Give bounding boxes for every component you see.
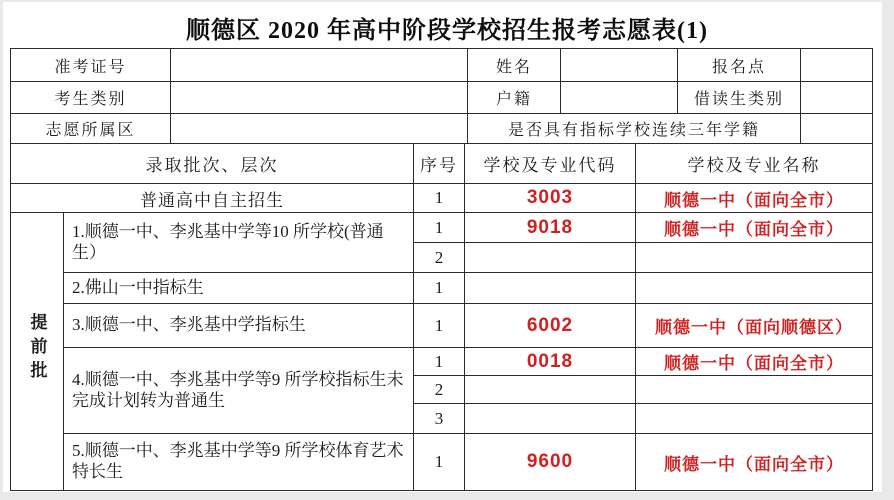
school-code-value [465,376,636,404]
school-name-value [636,376,873,404]
column-header-school-code: 学校及专业代码 [465,144,636,184]
guest-student-category-label: 借读生类别 [678,82,801,114]
sequence-number: 3 [414,404,465,434]
exam-ticket-number-value [171,49,468,82]
category-item-4: 4.顺德一中、李兆基中学等9 所学校指标生未完成计划转为普通生 [64,348,414,434]
exam-ticket-number-label: 准考证号 [11,49,171,82]
info-row-2 [11,82,873,114]
school-code-value: 3003 [465,184,636,213]
household-registration-label: 户籍 [468,82,561,114]
row-early-batch-3 [11,304,873,348]
row-early-batch-5 [11,434,873,491]
school-name-value: 顺德一中（面向顺德区） [636,304,873,348]
info-row-3 [11,114,873,144]
candidate-info-table [10,48,873,144]
sequence-number: 2 [414,243,465,273]
school-name-value: 顺德一中（面向全市） [636,213,873,243]
sequence-number: 2 [414,376,465,404]
candidate-category-label: 考生类别 [11,82,171,114]
household-registration-value [561,82,678,114]
column-header-sequence: 序号 [414,144,465,184]
category-item-3: 3.顺德一中、李兆基中学指标生 [64,304,414,348]
sequence-number: 1 [414,273,465,304]
registration-point-label: 报名点 [678,49,801,82]
row-early-batch-2 [11,273,873,304]
school-code-value: 9600 [465,434,636,491]
row-early-batch-1a [11,213,873,243]
category-item-2: 2.佛山一中指标生 [64,273,414,304]
school-name-value [636,273,873,304]
early-batch-label: 提前批 [27,313,47,385]
sequence-number: 1 [414,184,465,213]
category-item-5: 5.顺德一中、李兆基中学等9 所学校体育艺术特长生 [64,434,414,491]
school-code-value: 6002 [465,304,636,348]
row-independent-enrollment [11,184,873,213]
school-code-value: 0018 [465,348,636,376]
info-row-1 [11,49,873,82]
application-district-value [171,114,468,144]
school-code-value [465,243,636,273]
category-independent-enrollment: 普通高中自主招生 [11,184,414,213]
sequence-number: 1 [414,304,465,348]
school-code-value [465,273,636,304]
name-label: 姓名 [468,49,561,82]
form-title: 顺德区 2020 年高中阶段学校招生报考志愿表(1) [186,18,708,44]
sequence-number: 1 [414,213,465,243]
early-batch-group-cell [11,213,64,491]
column-header-batch-level: 录取批次、层次 [11,144,414,184]
sequence-number: 1 [414,348,465,376]
batch-table-header-row [11,144,873,184]
three-year-enrollment-value [801,114,873,144]
admission-batch-table [10,143,873,491]
row-early-batch-4a [11,348,873,376]
guest-student-category-value [801,82,873,114]
column-header-school-name: 学校及专业名称 [636,144,873,184]
school-name-value: 顺德一中（面向全市） [636,348,873,376]
candidate-category-value [171,82,468,114]
category-item-1: 1.顺德一中、李兆基中学等10 所学校(普通生） [64,213,414,273]
application-district-label: 志愿所属区 [11,114,171,144]
school-code-value: 9018 [465,213,636,243]
school-name-value: 顺德一中（面向全市） [636,184,873,213]
school-name-value: 顺德一中（面向全市） [636,434,873,491]
name-value [561,49,678,82]
school-name-value [636,404,873,434]
sequence-number: 1 [414,434,465,491]
registration-point-value [801,49,873,82]
three-year-enrollment-question-label: 是否具有指标学校连续三年学籍 [468,114,801,144]
school-name-value [636,243,873,273]
school-code-value [465,404,636,434]
